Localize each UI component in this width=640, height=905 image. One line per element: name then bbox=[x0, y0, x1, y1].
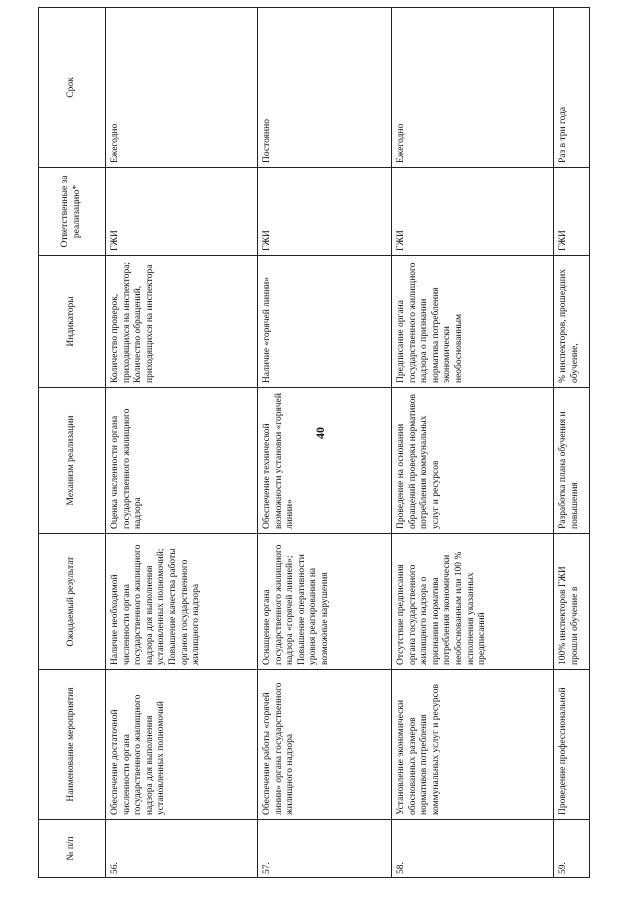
document-sheet bbox=[38, 8, 618, 878]
column-header: Ответственные за реализацию* bbox=[39, 168, 106, 256]
table-header-row bbox=[39, 8, 106, 878]
indicators: Предписание органа государственного жилищного надзора о признании норматива потребления экономически необоснованным bbox=[392, 256, 554, 388]
implementation-mechanism: Оценка численности органа государственного жилищного надзора bbox=[106, 388, 258, 534]
page-number: 40 bbox=[313, 427, 327, 439]
measure-name: Установление экономически обоснованных размеров нормативов потребления коммунальных услуг и ресурсов bbox=[392, 670, 554, 820]
measures-table bbox=[38, 7, 590, 878]
table-row bbox=[258, 8, 392, 878]
implementation-mechanism: Проведение на основании обращений проверки нормативов потребления коммунальных услуг и ресурсов bbox=[392, 388, 554, 534]
table-row bbox=[392, 8, 554, 878]
term: Ежегодно bbox=[392, 8, 554, 168]
implementation-mechanism: Обеспечение технической возможности установки «горячей линии» bbox=[258, 388, 392, 534]
table-row bbox=[554, 8, 590, 878]
responsible: ГЖИ bbox=[554, 168, 590, 256]
row-number: 59. bbox=[554, 820, 590, 878]
table-row bbox=[106, 8, 258, 878]
row-number: 57. bbox=[258, 820, 392, 878]
term: Постоянно bbox=[258, 8, 392, 168]
expected-result: Оснащение органа государственного жилищного надзора «горячей линией»; Повышение оперативности уровня реагирования на возможные нарушения bbox=[258, 534, 392, 670]
column-header: Наименование мероприятия bbox=[39, 670, 106, 820]
implementation-mechanism: Разработка плана обучения и повышения bbox=[554, 388, 590, 534]
expected-result: Отсутствие предписания органа государственного жилищного надзора о признании норматива потребления экономически необоснованным или 100 % исполнения указанных предписаний bbox=[392, 534, 554, 670]
term: Раз в три года bbox=[554, 8, 590, 168]
term: Ежегодно bbox=[106, 8, 258, 168]
responsible: ГЖИ bbox=[258, 168, 392, 256]
indicators: Наличие «горячей линии» bbox=[258, 256, 392, 388]
responsible: ГЖИ bbox=[392, 168, 554, 256]
row-number: 56. bbox=[106, 820, 258, 878]
measure-name: Проведение профессиональной bbox=[554, 670, 590, 820]
column-header: Срок bbox=[39, 8, 106, 168]
responsible: ГЖИ bbox=[106, 168, 258, 256]
column-header: Ожидаемый результат bbox=[39, 534, 106, 670]
expected-result: 100% инспекторов ГЖИ прошли обучение в bbox=[554, 534, 590, 670]
indicators: Количество проверок, приходящихся на инспектора; Количество обращений, приходящихся на инспектора bbox=[106, 256, 258, 388]
measure-name: Обеспечение достаточной численности органа государственного жилищного надзора для выполнения установленных полномочий bbox=[106, 670, 258, 820]
indicators: % инспекторов, прошедших обучение, bbox=[554, 256, 590, 388]
row-number: 58. bbox=[392, 820, 554, 878]
column-header: № п/п bbox=[39, 820, 106, 878]
column-header: Механизм реализации bbox=[39, 388, 106, 534]
expected-result: Наличие необходимой численности органа государственного жилищного надзора для выполнения установленных полномочий; Повышение качества работы органов государственного жилищного надзора bbox=[106, 534, 258, 670]
measure-name: Обеспечение работы «горячей линии» органа государственного жилищного надзора bbox=[258, 670, 392, 820]
column-header: Индикаторы bbox=[39, 256, 106, 388]
